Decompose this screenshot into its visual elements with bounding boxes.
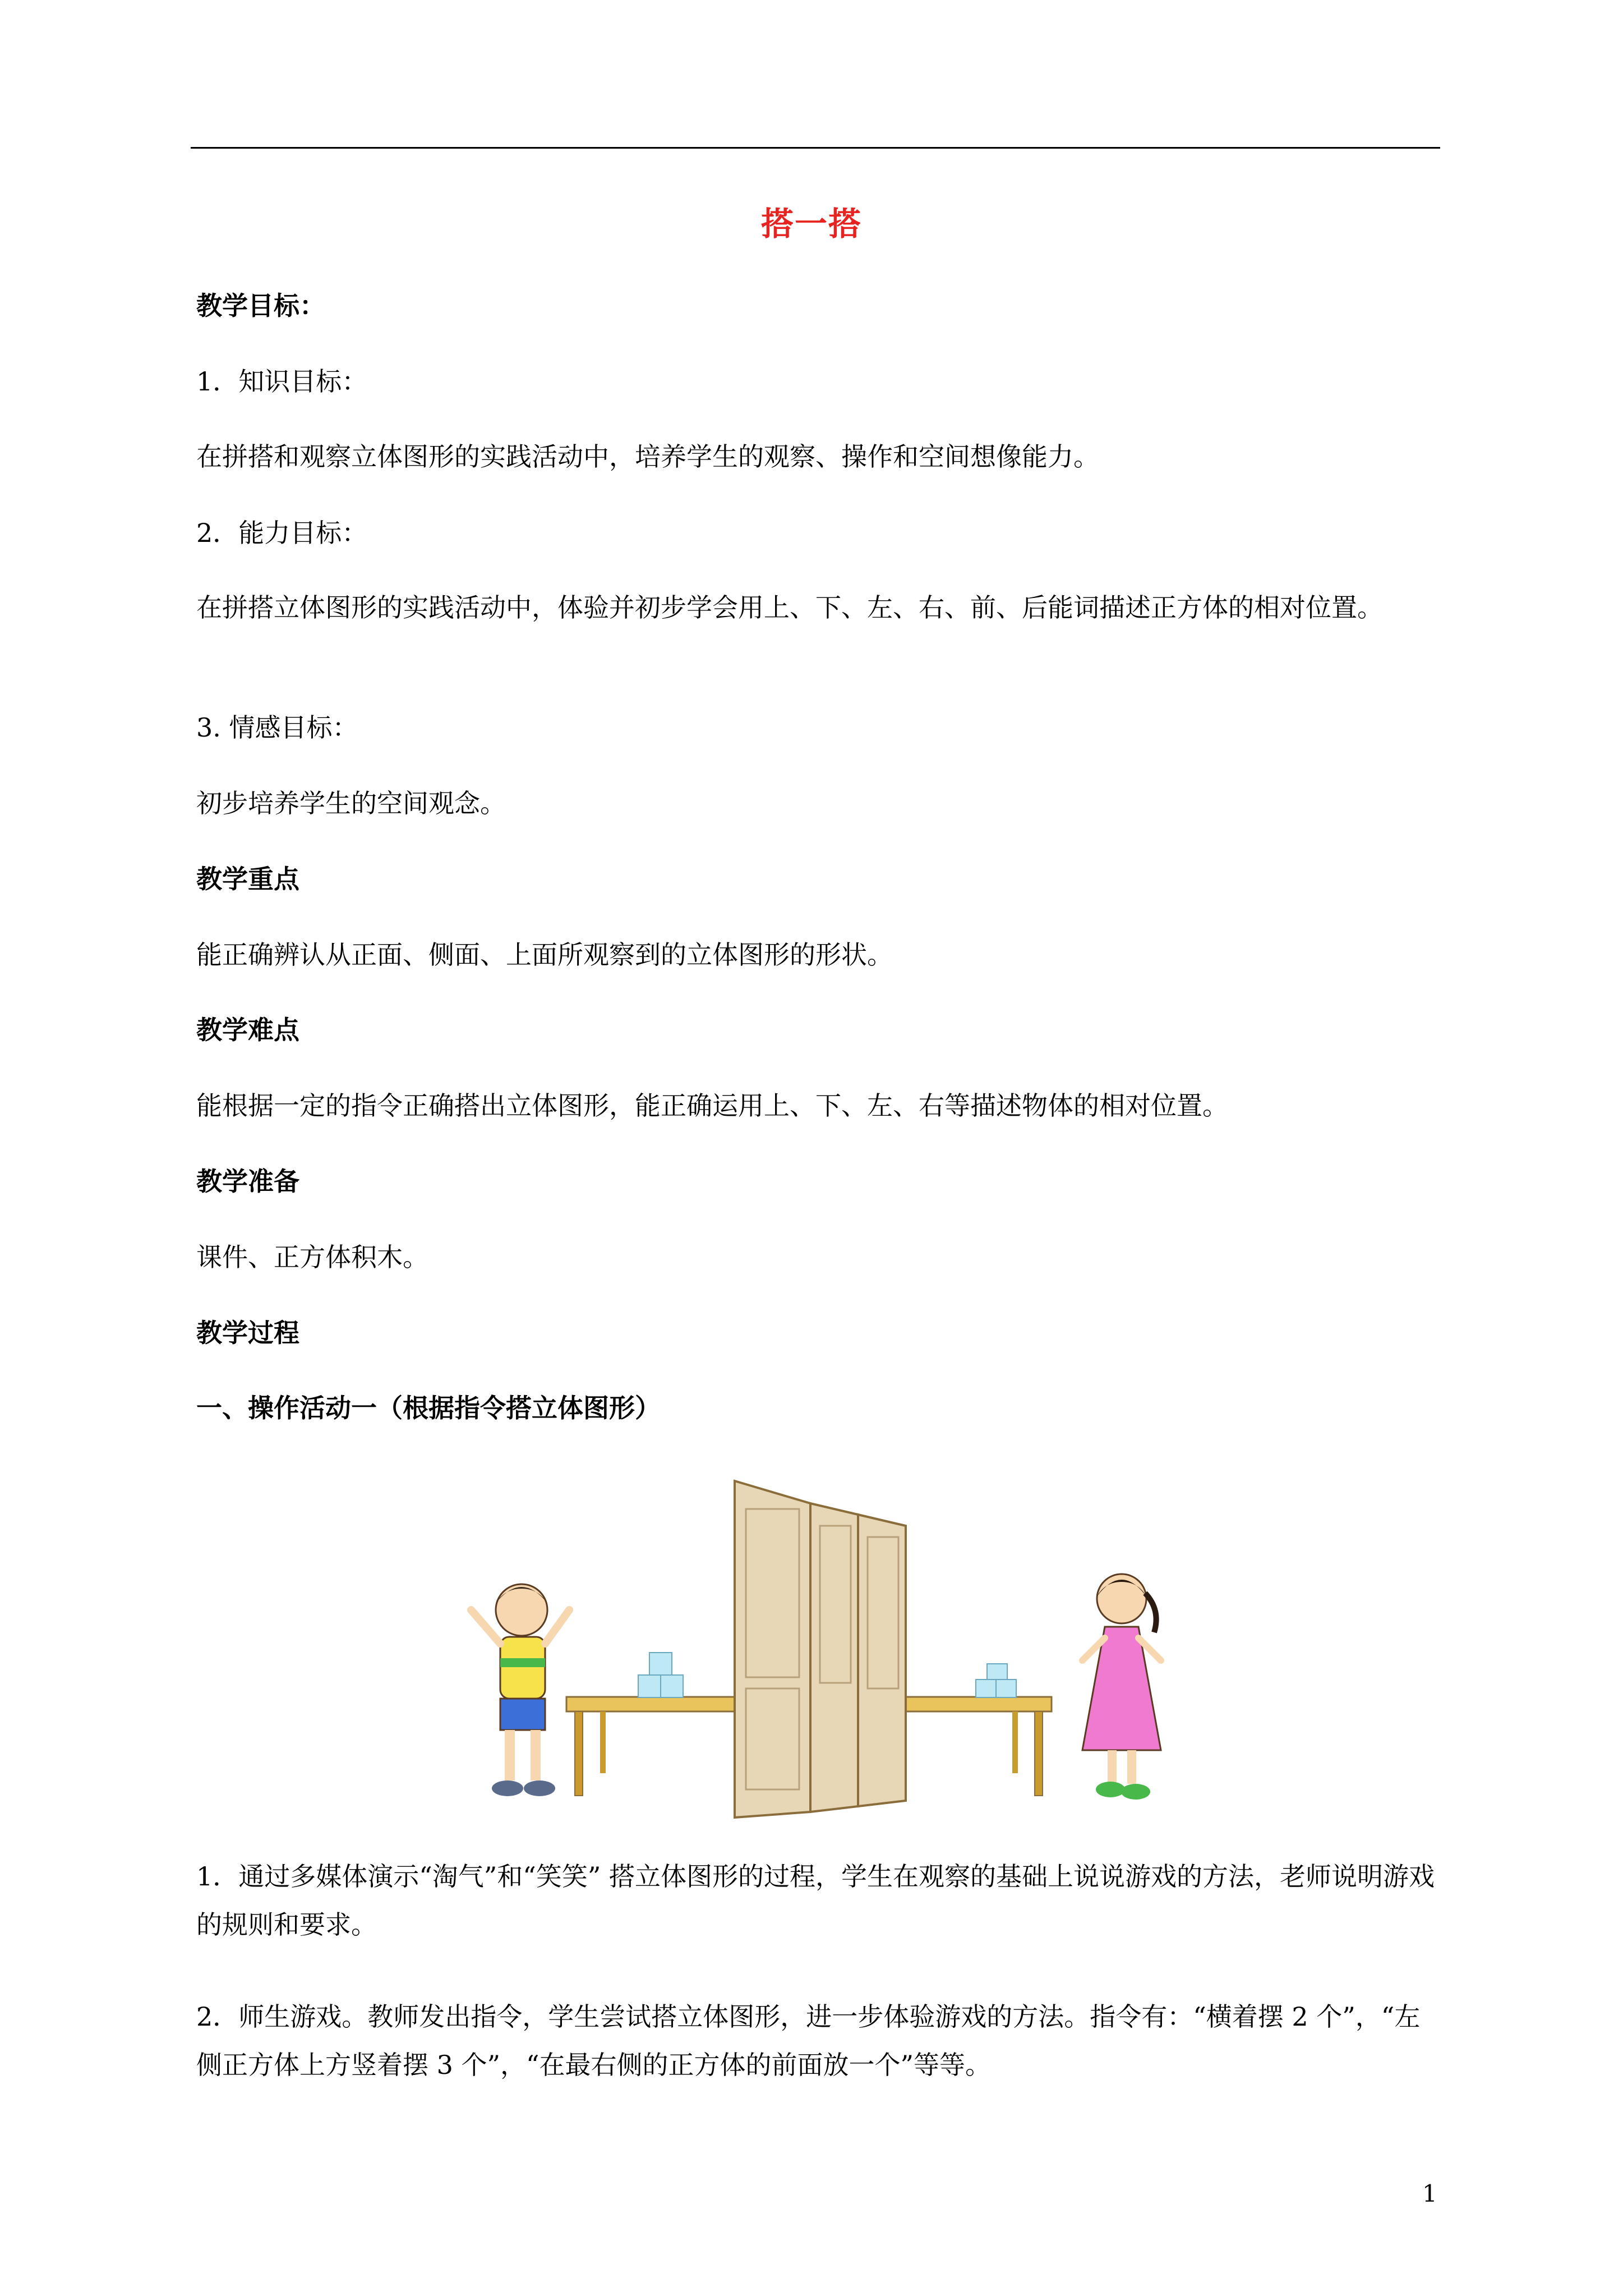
step2-text: 2．师生游戏。教师发出指令，学生尝试搭立体图形，进一步体验游戏的方法。指令有：“横着摆 2 个”，“左侧正方体上方竖着摆 3 个”，“在最右侧的正方体的前面放一个”等等。	[196, 2001, 1421, 2080]
folding-screen-icon	[735, 1481, 906, 1818]
illustration-svg	[460, 1458, 1234, 1823]
illustration	[460, 1458, 1234, 1823]
document-title: 搭一搭	[760, 205, 862, 243]
knowledge-label: 1．知识目标：	[196, 366, 368, 397]
cube-blocks-icon	[976, 1664, 1016, 1697]
ability-label: 2．能力目标：	[196, 518, 368, 548]
key-heading: 教学重点	[196, 864, 299, 894]
emotion-text: 初步培养学生的空间观念。	[196, 788, 506, 818]
cube-blocks-icon	[638, 1653, 683, 1697]
step1-text: 1．通过多媒体演示“淘气”和“笑笑” 搭立体图形的过程，学生在观察的基础上说说游戏的方法，老师说明游戏的规则和要求。	[196, 1861, 1435, 1940]
process-heading: 教学过程	[196, 1318, 299, 1348]
ability-text: 在拼搭立体图形的实践活动中，体验并初步学会用上、下、左、右、前、后能词描述正方体的相对位置。	[196, 592, 1383, 623]
difficulty-text: 能根据一定的指令正确搭出立体图形，能正确运用上、下、左、右等描述物体的相对位置。	[196, 1091, 1228, 1121]
header-rule	[191, 147, 1440, 149]
table-icon	[566, 1697, 751, 1796]
emotion-label: 3. 情感目标：	[196, 712, 358, 743]
prep-heading: 教学准备	[196, 1166, 299, 1197]
key-text: 能正确辨认从正面、侧面、上面所观察到的立体图形的形状。	[196, 940, 893, 970]
knowledge-text: 在拼搭和观察立体图形的实践活动中，培养学生的观察、操作和空间想像能力。	[196, 441, 1099, 472]
page-number: 1	[1422, 2180, 1437, 2207]
activity-heading: 一、操作活动一（根据指令搭立体图形）	[196, 1393, 661, 1423]
girl-icon	[1082, 1574, 1161, 1800]
difficulty-heading: 教学难点	[196, 1015, 299, 1045]
boy-icon	[471, 1584, 569, 1796]
objectives-heading: 教学目标：	[196, 291, 325, 321]
prep-text: 课件、正方体积木。	[196, 1242, 428, 1272]
